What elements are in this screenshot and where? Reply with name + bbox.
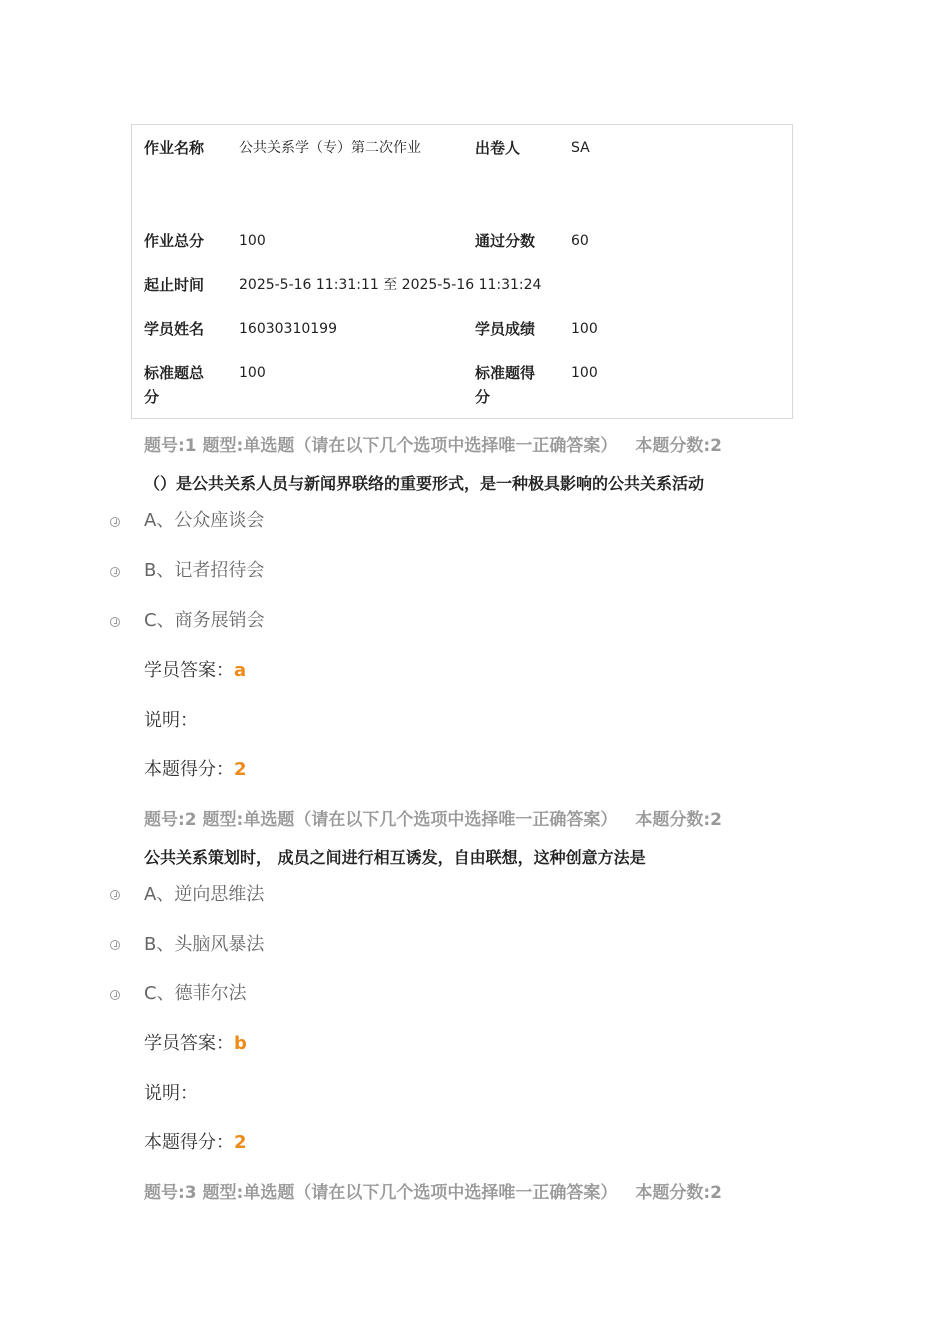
- total-score-label: 作业总分: [144, 232, 205, 250]
- pass-score-label: 通过分数: [475, 232, 536, 250]
- student-grade-label: 学员成绩: [475, 320, 536, 338]
- standard-total-label-line1: 标准题总: [144, 364, 205, 382]
- question-score-value: 2: [234, 1132, 247, 1153]
- standard-score-label-line1: 标准题得: [475, 364, 536, 382]
- question-score: [144, 1130, 247, 1156]
- pass-score-value: 60: [571, 233, 589, 249]
- question-header: [144, 434, 722, 458]
- explanation-label: 说明：: [144, 710, 198, 731]
- explanation-label: 说明：: [144, 1083, 198, 1104]
- radio-option-icon[interactable]: [110, 567, 120, 577]
- student-answer-value: a: [234, 660, 247, 681]
- assignment-name-value: 公共关系学（专）第二次作业: [239, 140, 421, 156]
- question-header-text: 题号:3 题型:单选题（请在以下几个选项中选择唯一正确答案）: [144, 1183, 618, 1203]
- radio-option-icon[interactable]: [110, 890, 120, 900]
- assignment-info-table: [131, 124, 793, 419]
- student-answer-value: b: [234, 1033, 247, 1054]
- option-a[interactable]: A、公众座谈会: [144, 510, 265, 531]
- question-header: [144, 1181, 722, 1205]
- standard-score-label-line2: 分: [475, 388, 491, 406]
- standard-score-label: [475, 361, 535, 409]
- option-c[interactable]: C、德菲尔法: [144, 983, 247, 1004]
- question-score: [144, 757, 247, 783]
- question-text: 公共关系策划时， 成员之间进行相互诱发，自由联想，这种创意方法是: [144, 848, 646, 867]
- author-label: 出卷人: [475, 139, 521, 157]
- radio-option-icon[interactable]: [110, 617, 120, 627]
- assignment-name-label: 作业名称: [144, 139, 205, 157]
- student-name-label: 学员姓名: [144, 320, 205, 338]
- student-answer-label: 学员答案：: [144, 1033, 234, 1054]
- question-points: 本题分数:2: [635, 436, 722, 456]
- question-header-text: 题号:2 题型:单选题（请在以下几个选项中选择唯一正确答案）: [144, 810, 618, 830]
- question-header-text: 题号:1 题型:单选题（请在以下几个选项中选择唯一正确答案）: [144, 436, 618, 456]
- standard-total-value: 100: [239, 365, 266, 381]
- student-grade-value: 100: [571, 321, 598, 337]
- option-b[interactable]: B、头脑风暴法: [144, 934, 265, 955]
- question-points: 本题分数:2: [635, 810, 722, 830]
- standard-score-value: 100: [571, 365, 598, 381]
- student-answer: [144, 658, 246, 684]
- standard-total-label-line2: 分: [144, 388, 160, 406]
- question-score-value: 2: [234, 759, 247, 780]
- author-value: SA: [571, 140, 590, 156]
- question-header: [144, 808, 722, 832]
- student-name-value: 16030310199: [239, 321, 337, 337]
- question-text: （）是公共关系人员与新闻界联络的重要形式，是一种极具影响的公共关系活动: [144, 474, 705, 493]
- time-range-label: 起止时间: [144, 276, 205, 294]
- standard-total-label: [144, 361, 204, 409]
- question-points: 本题分数:2: [635, 1183, 722, 1203]
- radio-option-icon[interactable]: [110, 940, 120, 950]
- radio-option-icon[interactable]: [110, 990, 120, 1000]
- total-score-value: 100: [239, 233, 266, 249]
- student-answer: [144, 1031, 247, 1057]
- time-range-value: 2025-5-16 11:31:11 至 2025-5-16 11:31:24: [239, 277, 542, 293]
- question-score-label: 本题得分：: [144, 759, 234, 780]
- question-score-label: 本题得分：: [144, 1132, 234, 1153]
- option-c[interactable]: C、商务展销会: [144, 610, 265, 631]
- option-b[interactable]: B、记者招待会: [144, 560, 265, 581]
- option-a[interactable]: A、逆向思维法: [144, 884, 265, 905]
- student-answer-label: 学员答案：: [144, 660, 234, 681]
- radio-option-icon[interactable]: [110, 517, 120, 527]
